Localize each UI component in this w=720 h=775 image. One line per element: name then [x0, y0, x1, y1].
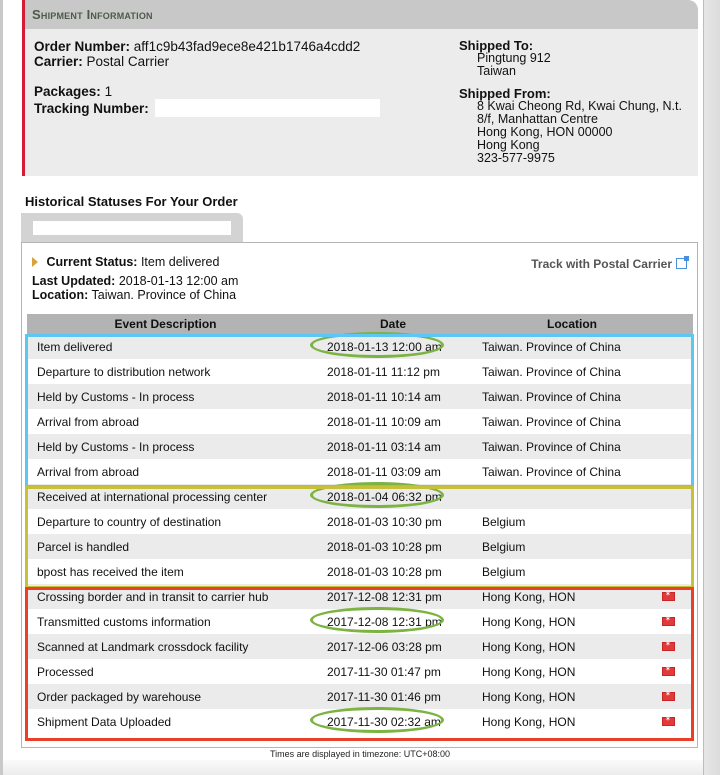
- shipment-info-panel: [22, 0, 698, 176]
- column-header-date[interactable]: Date: [304, 314, 482, 334]
- event-flag-cell: [662, 684, 693, 709]
- event-row: [27, 534, 693, 559]
- event-location: Taiwan. Province of China: [482, 384, 662, 409]
- tracking-number-redacted: [155, 99, 380, 117]
- event-location: Hong Kong, HON: [482, 709, 662, 734]
- page-bottom-shadow: [3, 760, 703, 775]
- events-table: [27, 314, 693, 734]
- event-row: [27, 434, 693, 459]
- event-date-cell: [304, 334, 482, 359]
- tab-label-redacted: [33, 221, 231, 235]
- event-date-cell: [304, 559, 482, 584]
- event-flag-cell: [662, 534, 693, 559]
- event-description: Crossing border and in transit to carrier hub: [27, 584, 304, 609]
- event-date: [327, 640, 442, 654]
- event-description: Shipment Data Uploaded: [27, 709, 304, 734]
- carrier-value: Postal Carrier: [86, 54, 170, 69]
- event-date: [327, 540, 442, 554]
- event-flag-cell: [662, 359, 693, 384]
- event-date-cell: [304, 409, 482, 434]
- event-row: [27, 484, 693, 509]
- page-scrollbar-track[interactable]: [703, 0, 720, 775]
- shipped-to-label: Shipped To:: [459, 38, 534, 53]
- event-row: [27, 359, 693, 384]
- event-description: Departure to country of destination: [27, 509, 304, 534]
- event-flag-cell: [662, 484, 693, 509]
- event-row: [27, 709, 693, 734]
- history-title: Historical Statuses For Your Order: [25, 194, 238, 209]
- event-date: [327, 615, 442, 629]
- event-description: Held by Customs - In process: [27, 434, 304, 459]
- track-with-carrier-link[interactable]: [531, 257, 687, 271]
- order-number-row: [34, 39, 380, 54]
- event-row: [27, 584, 693, 609]
- last-updated-row: [32, 274, 238, 288]
- event-date: [327, 665, 441, 679]
- event-date-text: 2018-01-11 11:12 pm: [327, 364, 440, 379]
- last-updated-label: Last Updated:: [32, 274, 116, 288]
- event-date: [327, 390, 441, 404]
- event-location: Taiwan. Province of China: [482, 359, 662, 384]
- event-row: [27, 459, 693, 484]
- event-description: bpost has received the item: [27, 559, 304, 584]
- event-description: Arrival from abroad: [27, 459, 304, 484]
- event-row: [27, 334, 693, 359]
- event-date-cell: [304, 509, 482, 534]
- current-status-value: Item delivered: [140, 255, 220, 269]
- shipment-info-header: Shipment Information: [25, 0, 698, 29]
- event-date-text: 2017-11-30 01:46 pm: [327, 689, 441, 704]
- event-location: Belgium: [482, 559, 662, 584]
- event-date-text: 2018-01-13 12:00 am: [327, 339, 442, 354]
- hong-kong-flag-icon: [662, 617, 675, 626]
- event-location: [482, 484, 662, 509]
- event-location: Hong Kong, HON: [482, 609, 662, 634]
- column-header-location[interactable]: Location: [482, 314, 662, 334]
- event-date: [327, 590, 442, 604]
- event-flag-cell: [662, 634, 693, 659]
- event-date-cell: [304, 634, 482, 659]
- hong-kong-flag-icon: [662, 667, 675, 676]
- event-row: [27, 609, 693, 634]
- event-location: Belgium: [482, 509, 662, 534]
- event-date-cell: [304, 534, 482, 559]
- status-arrow-icon: [32, 257, 38, 267]
- event-location: Taiwan. Province of China: [482, 434, 662, 459]
- event-description: Order packaged by warehouse: [27, 684, 304, 709]
- event-date: [327, 465, 441, 479]
- event-description: Scanned at Landmark crossdock facility: [27, 634, 304, 659]
- event-row: [27, 384, 693, 409]
- column-header-event[interactable]: Event Description: [27, 314, 304, 334]
- event-description: Arrival from abroad: [27, 409, 304, 434]
- event-date-text: 2017-11-30 02:32 am: [327, 714, 441, 729]
- event-description: Parcel is handled: [27, 534, 304, 559]
- event-date-text: 2017-12-08 12:31 pm: [327, 589, 442, 604]
- highlight-circle: [310, 332, 444, 358]
- highlight-circle: [310, 707, 444, 733]
- event-date: [327, 690, 441, 704]
- event-date-text: 2018-01-11 03:09 am: [327, 464, 441, 479]
- external-link-icon: [676, 258, 687, 269]
- event-date-text: 2018-01-03 10:30 pm: [327, 514, 442, 529]
- event-flag-cell: [662, 434, 693, 459]
- event-date-text: 2018-01-11 10:14 am: [327, 389, 441, 404]
- event-date-text: 2018-01-03 10:28 pm: [327, 539, 442, 554]
- shipped-from-phone: 323-577-9975: [477, 151, 555, 165]
- current-status-row: [32, 255, 238, 269]
- location-label: Location:: [32, 288, 89, 302]
- event-date-cell: [304, 659, 482, 684]
- event-date-text: 2018-01-11 03:14 am: [327, 439, 441, 454]
- shipped-from-line: 8/f, Manhattan Centre: [477, 112, 598, 126]
- shipping-addresses: [459, 39, 682, 165]
- event-flag-cell: [662, 459, 693, 484]
- event-row: [27, 509, 693, 534]
- event-flag-cell: [662, 584, 693, 609]
- history-tab[interactable]: [21, 213, 243, 243]
- event-location: Taiwan. Province of China: [482, 334, 662, 359]
- highlight-circle: [310, 482, 444, 508]
- event-date: [327, 440, 441, 454]
- event-row: [27, 684, 693, 709]
- last-updated-value: 2018-01-13 12:00 am: [118, 274, 239, 288]
- event-row: [27, 559, 693, 584]
- events-header-row: [27, 314, 693, 334]
- current-status-label: Current Status:: [46, 255, 138, 269]
- event-date: [327, 365, 440, 379]
- event-flag-cell: [662, 609, 693, 634]
- event-flag-cell: [662, 509, 693, 534]
- event-date: [327, 340, 442, 354]
- event-date-cell: [304, 384, 482, 409]
- shipped-from-label: Shipped From:: [459, 86, 551, 101]
- packages-row: [34, 84, 380, 99]
- event-location: Hong Kong, HON: [482, 584, 662, 609]
- event-flag-cell: [662, 709, 693, 734]
- event-location: Hong Kong, HON: [482, 634, 662, 659]
- order-number-label: Order Number:: [34, 39, 131, 54]
- carrier-row: [34, 54, 380, 69]
- event-flag-cell: [662, 659, 693, 684]
- hong-kong-flag-icon: [662, 592, 675, 601]
- event-description: Transmitted customs information: [27, 609, 304, 634]
- event-date-cell: [304, 709, 482, 734]
- event-date: [327, 515, 442, 529]
- event-date-text: 2017-12-08 12:31 pm: [327, 614, 442, 629]
- page-left-edge: [0, 0, 3, 775]
- event-flag-cell: [662, 334, 693, 359]
- shipped-to-line: Pingtung 912: [477, 51, 551, 65]
- event-location: Taiwan. Province of China: [482, 459, 662, 484]
- timezone-note: Times are displayed in timezone: UTC+08:00: [270, 749, 450, 759]
- event-location: Taiwan. Province of China: [482, 409, 662, 434]
- shipped-from-line: Hong Kong: [477, 138, 540, 152]
- event-description: Processed: [27, 659, 304, 684]
- event-row: [27, 634, 693, 659]
- packages-label: Packages:: [34, 84, 101, 99]
- event-flag-cell: [662, 384, 693, 409]
- event-date: [327, 490, 442, 504]
- event-row: [27, 409, 693, 434]
- event-date-cell: [304, 684, 482, 709]
- event-date-cell: [304, 484, 482, 509]
- event-date: [327, 565, 442, 579]
- track-link-label: Track with Postal Carrier: [531, 257, 672, 271]
- shipped-from-line: 8 Kwai Cheong Rd, Kwai Chung, N.t.: [477, 99, 682, 113]
- event-location: Hong Kong, HON: [482, 659, 662, 684]
- hong-kong-flag-icon: [662, 642, 675, 651]
- hong-kong-flag-icon: [662, 692, 675, 701]
- column-header-flag: [662, 314, 693, 334]
- location-value: Taiwan. Province of China: [91, 288, 237, 302]
- event-description: Received at international processing center: [27, 484, 304, 509]
- event-date-cell: [304, 584, 482, 609]
- event-date-text: 2018-01-11 10:09 am: [327, 414, 441, 429]
- event-date: [327, 715, 441, 729]
- event-row: [27, 659, 693, 684]
- event-date-cell: [304, 434, 482, 459]
- event-date: [327, 415, 441, 429]
- tracking-number-row: [34, 99, 380, 117]
- packages-value: 1: [104, 84, 113, 99]
- order-number-value: aff1c9b43fad9ece8e421b1746a4cdd2: [133, 39, 361, 54]
- tracking-number-label: Tracking Number:: [34, 101, 149, 116]
- carrier-label: Carrier:: [34, 54, 83, 69]
- event-location: Hong Kong, HON: [482, 684, 662, 709]
- event-date-text: 2018-01-04 06:32 pm: [327, 489, 442, 504]
- event-description: Held by Customs - In process: [27, 384, 304, 409]
- event-description: Departure to distribution network: [27, 359, 304, 384]
- event-date-cell: [304, 609, 482, 634]
- event-date-text: 2018-01-03 10:28 pm: [327, 564, 442, 579]
- current-status-block: [32, 255, 238, 302]
- event-flag-cell: [662, 409, 693, 434]
- hong-kong-flag-icon: [662, 717, 675, 726]
- highlight-circle: [310, 607, 444, 633]
- event-description: Item delivered: [27, 334, 304, 359]
- shipment-details: [34, 39, 380, 117]
- event-date-cell: [304, 459, 482, 484]
- event-date-text: 2017-11-30 01:47 pm: [327, 664, 441, 679]
- shipped-to-line: Taiwan: [477, 64, 516, 78]
- event-date-text: 2017-12-06 03:28 pm: [327, 639, 442, 654]
- event-date-cell: [304, 359, 482, 384]
- event-flag-cell: [662, 559, 693, 584]
- event-location: Belgium: [482, 534, 662, 559]
- location-row: [32, 288, 238, 302]
- shipped-from-line: Hong Kong, HON 00000: [477, 125, 613, 139]
